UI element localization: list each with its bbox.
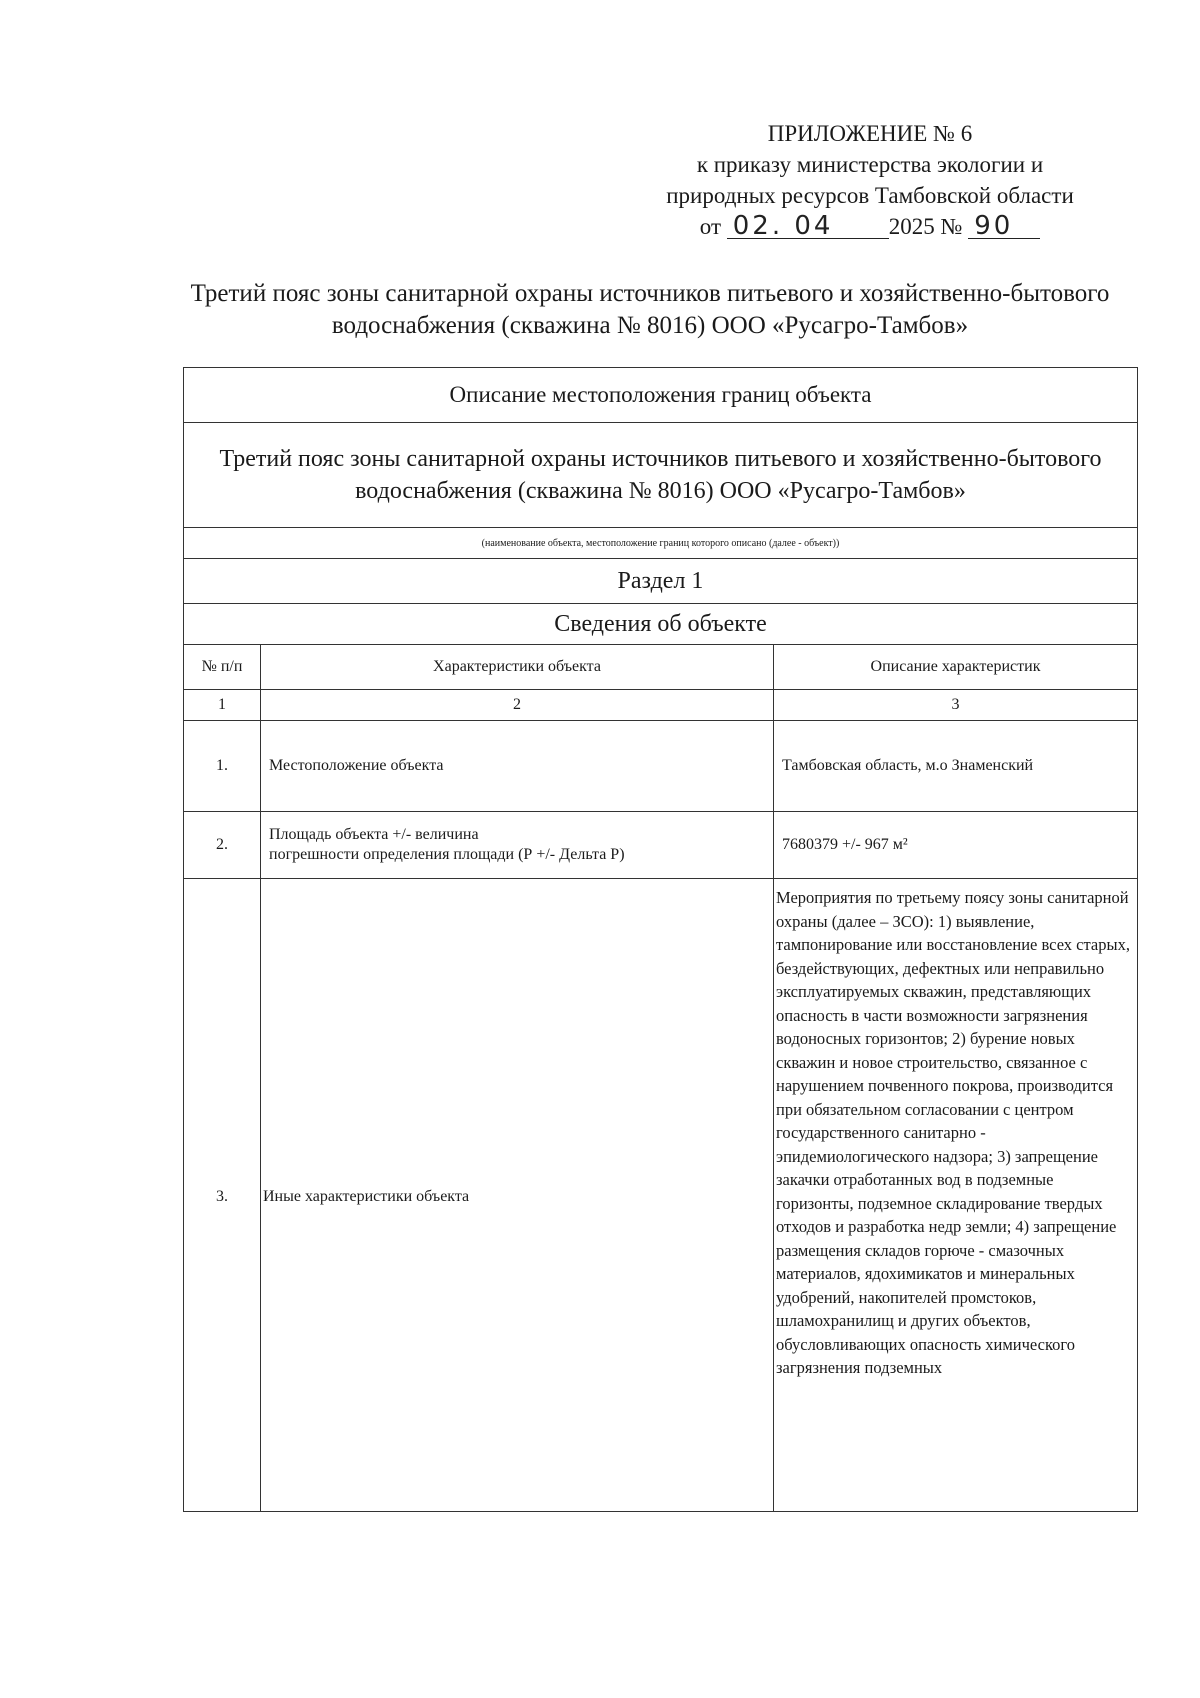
table-row bbox=[184, 812, 1138, 879]
object-name: Третий пояс зоны санитарной охраны источников питьевого и хозяйственно-бытового водоснабжения (скважина № 8016) ООО «Русагро-Тамбов» bbox=[184, 423, 1138, 528]
column-number-2: 2 bbox=[261, 690, 774, 721]
appendix-line-ministry: природных ресурсов Тамбовской области bbox=[666, 183, 1074, 208]
row-characteristic: Иные характеристики объекта bbox=[261, 879, 774, 1512]
row-description: 7680379 +/- 967 м² bbox=[774, 812, 1138, 879]
table-header: Описание местоположения границ объекта bbox=[184, 368, 1138, 423]
column-header-characteristic: Характеристики объекта bbox=[261, 645, 774, 690]
object-name-caption: (наименование объекта, местоположение границ которого описано (далее - объект)) bbox=[184, 528, 1138, 559]
date-prefix: от bbox=[699, 214, 722, 239]
appendix-title: ПРИЛОЖЕНИЕ № 6 bbox=[767, 121, 973, 146]
row-description: Тамбовская область, м.о Знаменский bbox=[774, 721, 1138, 812]
document-title: Третий пояс зоны санитарной охраны источников питьевого и хозяйственно-бытового водоснабжения (скважина № 8016) ООО «Русагро-Тамбов» bbox=[190, 280, 1110, 339]
object-boundary-table bbox=[183, 367, 1138, 1512]
date-year: 2025 № bbox=[888, 214, 963, 239]
table-row bbox=[184, 721, 1138, 812]
appendix-date-line bbox=[620, 211, 1120, 242]
handwritten-order-number: 90 bbox=[968, 214, 1040, 239]
column-header-number: № п/п bbox=[184, 645, 261, 690]
table-row bbox=[184, 879, 1138, 1512]
section-title: Сведения об объекте bbox=[184, 604, 1138, 645]
row-characteristic-line: погрешности определения площади (Р +/- Дельта Р) bbox=[269, 846, 625, 863]
appendix-line-order: к приказу министерства экологии и bbox=[696, 152, 1044, 177]
section-number: Раздел 1 bbox=[184, 559, 1138, 604]
handwritten-date: 02. 04 bbox=[727, 214, 889, 239]
row-characteristic bbox=[261, 812, 774, 879]
row-description bbox=[774, 879, 1138, 1512]
row-number: 3. bbox=[184, 879, 261, 1512]
row-characteristic-line: Площадь объекта +/- величина bbox=[269, 826, 479, 843]
appendix-header bbox=[620, 118, 1120, 242]
row-number: 1. bbox=[184, 721, 261, 812]
column-header-description: Описание характеристик bbox=[774, 645, 1138, 690]
row-characteristic: Местоположение объекта bbox=[261, 721, 774, 812]
column-number-1: 1 bbox=[184, 690, 261, 721]
row-description-text: Мероприятия по третьему поясу зоны санитарной охраны (далее – ЗСО): 1) выявление, тампонирование или восстановление всех старых, бездействующих, дефектных или неправильно эксплуатируемых скважин, представляющих опасность в части возможности загрязнения водоносных горизонтов; 2) бурение новых скважин и новое строительство, связанное с нарушением почвенного покрова, производится при обязательном согласовании с центром государственного санитарно - эпидемиологического надзора; 3) запрещение закачки отработанных вод в подземные горизонты, подземное складирование твердых отходов и разработка недр земли; 4) запрещение размещения складов горюче - смазочных материалов, ядохимикатов и минеральных удобрений, накопителей промстоков, шламохранилищ и других объектов, обусловливающих опасность химического загрязнения подземных bbox=[776, 888, 1130, 1377]
column-number-3: 3 bbox=[774, 690, 1138, 721]
row-number: 2. bbox=[184, 812, 261, 879]
